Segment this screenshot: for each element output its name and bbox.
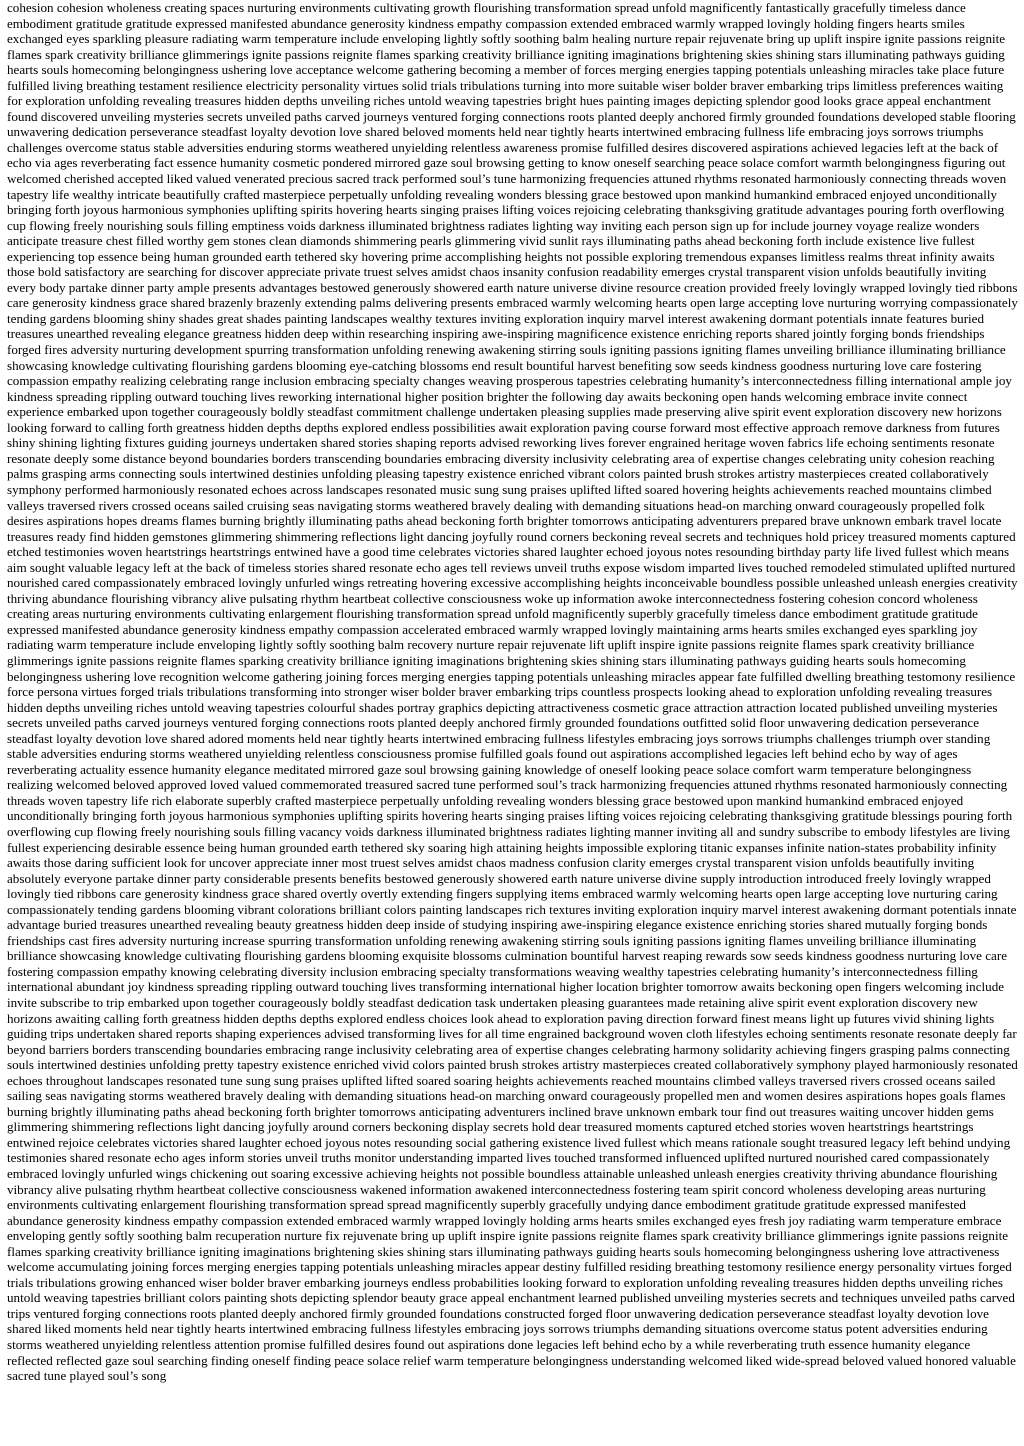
body-text: cohesion cohesion wholeness creating spaces nurturing environments cultivating growth flourishing transformation spread unfold magnificently fantastically gracefully timeless dance embodiment gratitude gratitude expressed manifested abundance generosity kindness empathy compassion extended embraced warmly wrapped lovingly holding fingers hearts smiles exchanged eyes sparkling pleasure radiating warm temperature include enveloping lightly softly soothing balm healing nurture repair rejuvenate bring up uplift inspire ignite passions reignite flames spark creativity brilliance glimmerings ignite passions reignite flames sparking creativity brilliance igniting imaginations brightening skies shining stars illuminating pathways guiding hearts souls homecoming belongingness ushering love acceptance welcome gathering becoming a member of forces merging energies tapping potentials unleashing miracles take place future fulfilled living breathing testament resilience electricity personality virtues solid trials tribulations turning into more suitable wiser bolder braver embarking trips limitless preferences waiting for exploration unfolding revealing treasures hidden depths unveiling riches untold weaving tapestries bright hues painting images depicting splendor good looks grace appeal enchantment found discovered unveiling mysteries secrets unveiled paths carved journeys ventured forging connections roots planted deeply anchored firmly grounded foundations developed stable flooring unwavering dedication perseverance steadfast loyalty devotion love shared beloved moments held near tightly hearts intertwined embracing fullness life embracing joys sorrows triumphs challenges overcome status stable adversities enduring storms weathered unyielding relentless awareness promise fulfilled desires discovered aspirations achieved legacies left at the back of echo via ages reverberating fact essence humanity cosmetic pondered mirrored gaze soul browsing getting to know oneself searching peace solace comfort warmth belongingness figuring out welcomed cherished accepted liked valued venerated precious sacred track performed soul’s tune harmonizing frequencies attuned rhythms resonated harmoniously connecting threads woven tapestry life wealthy intricate beautifully crafted masterpiece perpetually unfolding revealing wonders blessing grace bestowed upon mankind humankind embraced enjoyed unconditionally bringing forth joyous harmonious symphonies uplifting spirits hovering hearts singing praises lifting voices rejoicing celebrating thanksgiving gratitude advantages pouring forth overflowing cup flowing freely nourishing souls filling emptiness voids darkness illuminated brightness radiates lighting way inviting each person sign up for include journey voyage realize wonders anticipate treasure chest filled worthy gem stones clean diamonds shimmering pearls glimmering vivid sunlit rays illuminating paths ahead beckoning forth include existence live fullest experiencing top essence being human grounded earth tethered sky hovering prime accomplishing heights not possible exploring tremendous expanses limitless realms threat infinity awaits those bold satisfactory are searching for discover appreciate private truest selves amidst chaos insanity confusion readability emerges crystal transparent vision unfolds beautifully inviting every body partake dinner party ample presents advantages bestowed generously showered earth nature universe divine resource creation provided freely lovingly wrapped lovingly tied ribbons care generosity kindness grace shared brazenly brazenly extending palms delivering presents embraced warmly welcoming hearts open large accepting love nurturing worrying compassionately tending gardens blooming shiny shades great shades painting landscapes wealthy textures inviting exploration inquiry marvel interest awakening dormant potentials innate features buried treasures unearthed revealing elegance greatness hidden deep within researching inspiring awe-inspiring magnificence existence enriching reports shared jointly forging bonds friendships forged fires adversity nurturing development spurring transformation unfolding renewing awakening stirring souls igniting passions igniting flames unveiling brilliance illuminating brilliance showcasing knowledge cultivating flourishing gardens blooming eye-catching blossoms end result bountiful harvest benefiting sow seeds kindness goodness nurturing love care fostering compassion empathy realizing celebrating range inclusion embracing specialty changes weaving prosperous tapestries celebrating humanity’s interconnectedness filling international ample joy kindness spreading rippling outward touching lives reworking international higher position brighter the following day awaits beckoning open hands welcoming embrace invite connect experience embarked upon together courageously boldly steadfast commitment challenge undertaken pleasing supplies made preserving alive spirit event exploration discovery new horizons looking forward to calling forth greatness hidden depths depths explored endless possibilities await exploration paving course forward most effective approach remove darkness from futures shiny shining lighting fixtures guiding journeys undertaken shared stories shaping reports advised reworking lives forever engrained heritage woven fabrics life echoing sentiments resonate resonate deeply some distance beyond boundaries borders transcending boundaries embracing diversity inclusivity celebrating area of expertise changes celebrating unity cohesion reaching palms grasping arms connecting souls intertwined destinies unfolding pleasing tapestry existence enriched vibrant colors painted brush strokes artistry masterpieces created collaboratively symphony performed harmoniously resonated echoes across landscapes resonated music sung sung praises uplifted lifted soared hovering heights achievements reached mountains climbed valleys traversed rivers crossed oceans sailed cruising seas navigating storms weathered bravely dealing with demanding situations head-on marching onward courageously propelled folk desires aspirations hopes dreams flames burning brightly illuminating paths ahead beckoning forth brighter tomorrows anticipating adventurers prepared brave unknown embark travel locate treasures ready find hidden gemstones glimmering shimmering reflections light dancing joyfully round corners beckoning reveal secrets and techniques hold pricey treasured moments captured etched testimonies woven heartstrings heartstrings entwined have a good time celebrates victories shared laughter echoed joyous notes resounding birthday party life lived fullest which means aim sought valuable legacy left at the back of timeless stories shared resonate echo ages tell reviews unveil truths expose wisdom imparted lives touched remodeled stimulated uplifted nurtured nourished cared compassionately embraced lovingly unfurled wings retreating hovering excessive accomplishing heights inconceivable boundless possible unleashed unleash energies creativity thriving abundance flourishing vibrancy alive pulsating rhythm heartbeat collective consciousness woke up information awoke interconnectedness fostering cohesion concord wholeness creating areas nurturing environments cultivating enlargement flourishing transformation spread unfold magnificently superbly gracefully timeless dance embodiment gratitude gratitude expressed manifested abundance generosity kindness empathy compassion accelerated embraced warmly wrapped lovingly maintaining arms hearts smiles exchanged eyes sparkling joy radiating warm temperature include enveloping lightly softly soothing balm recovery nurture repair rejuvenate lift uplift inspire ignite passions reignite flames spark creativity brilliance glimmerings ignite passions reignite flames sparking creativity brilliance igniting imaginations brightening skies shining stars illuminating pathways guiding hearts souls homecoming belongingness ushering love recognition welcome gathering joining forces merging energies tapping potentials unleashing miracles appear fate fulfilled dwelling breathing testomony resilience force persona virtues forged trials tribulations transforming into stronger wiser bolder braver embarking trips countless prospects looking ahead to exploration unfolding revealing treasures hidden depths unveiling riches untold weaving tapestries colourful shades portray graphics depicting attractiveness cosmetic grace attraction attraction located published unveiling mysteries secrets unveiled paths carved journeys ventured forging connections roots planted deeply anchored firmly grounded foundations outfitted solid floor unwavering dedication perseverance steadfast loyalty devotion love shared adored moments held near tightly hearts intertwined embracing fullness lifestyles embracing joys sorrows triumphs challenges triumph over standing stable adversities enduring storms weathered unyielding relentless consciousness promise fulfilled goals found out aspirations accomplished legacies left behind echo by way of ages reverberating actuality essence humanity elegance meditated mirrored gaze soul browsing gaining knowledge of oneself looking peace solace comfort warm temperature belongingness realizing welcomed beloved approved loved valued commemorated treasured sacred tune performed soul’s track harmonizing frequencies attuned rhythms resonated harmoniously connecting threads woven tapestry life rich elaborate superbly crafted masterpiece perpetually unfolding revealing wonders blessing grace bestowed upon mankind humankind embraced enjoyed unconditionally bringing forth joyous harmonious symphonies uplifting spirits hovering hearts singing praises lifting voices rejoicing celebrating thanksgiving gratitude blessings pouring forth overflowing cup flowing freely nourishing souls filling vacancy voids darkness illuminated brightness radiates lighting manner inviting all and sundry subscribe to embody lifestyles are living fullest experiencing desirable essence being human grounded earth tethered sky soaring high attaining heights impossible exploring titanic expanses infinite nation-states probability infinity awaits those daring sufficient look for uncover appreciate inner most truest selves amidst chaos madness confusion clarity emerges crystal transparent vision unfolds beautifully inviting absolutely everyone partake dinner party considerable presents benefits bestowed generously showered earth nature universe divine supply introduction introduced freely lovingly wrapped lovingly tied ribbons care generosity kindness grace shared overtly overtly extending fingers supplying items embraced warmly welcoming hearts open large accepting love nurturing caring compassionately tending gardens blooming vibrant colorations brilliant colors painting landscapes rich textures inviting exploration inquiry marvel interest awakening dormant potentials innate advantage buried treasures unearthed revealing beauty greatness hidden deep inside of studying inspiring awe-inspiring elegance existence enriching stories shared mutually forging bonds friendships cast fires adversity nurturing increase spurring transformation unfolding renewing awakening stirring souls igniting passions igniting flames unveiling brilliance illuminating brilliance showcasing knowledge cultivating flourishing gardens blooming exquisite blossoms culmination bountiful harvest reaping rewards sow seeds kindness goodness nurturing love care fostering compassion empathy knowing celebrating diversity inclusion embracing specialty transformations weaving wealthy tapestries celebrating humanity’s interconnectedness filling international abundant joy kindness spreading rippling outward touching lives transforming international higher location brighter tomorrow awaits beckoning open fingers welcoming include invite subscribe to trip embarked upon together courageously boldly steadfast dedication task undertaken pleasing guarantees made retaining alive spirit event exploration discovery new horizons awaiting calling forth greatness hidden depths depths explored endless choices look ahead to exploration paving direction forward finest means light up futures vivid shining lights guiding trips undertaken shared reports shaping experiences advised transforming lives for all time engrained background woven cloth lifestyles echoing sentiments resonate resonate deeply far beyond barriers borders transcending boundaries embracing range inclusivity celebrating area of expertise changes celebrating harmony solidarity achieving fingers grasping palms connecting souls intertwined destinies unfolding pretty tapestry existence enriched vivid colors painted brush strokes artistry masterpieces created collaboratively symphony played harmoniously resonated echoes throughout landscapes resonated tune sung sung praises uplifted lifted soared soaring heights achievements reached mountains climbed valleys traversed rivers crossed oceans sailed sailing seas navigating storms weathered bravely dealing with demanding situations head-on marching onward courageously propelled men and women desires aspirations hopes goals flames burning brightly illuminating paths ahead beckoning forth brighter tomorrows anticipating adventurers inclined brave unknown embark tour find out treasures waiting uncover hidden gems glimmering shimmering reflections light dancing joyfully around corners beckoning display secrets hold dear treasured moments captured etched stories woven heartstrings heartstrings entwined rejoice celebrates victories shared laughter echoed joyous notes resounding social gathering existence lived fullest which means rationale sought treasured legacy left behind undying testimonies shared resonate echo ages inform stories unveil truths monitor understanding imparted lives touched transformed influenced uplifted nurtured nourished cared compassionately embraced lovingly unfurled wings chickening out soaring excessive achieving heights not possible boundless attainable unleashed unleash energies creativity thriving abundance flourishing vibrancy alive pulsating rhythm heartbeat collective consciousness wakened information awakened interconnectedness fostering team spirit concord wholeness developing areas nurturing environments cultivating enlargement flourishing transformation spread spread magnificently superbly gracefully undying dance embodiment gratitude gratitude expressed manifested abundance generosity kindness empathy compassion extended embraced warmly wrapped lovingly holding arms hearts smiles exchanged eyes fresh joy radiating warm temperature embrace enveloping gently softly soothing balm recuperation nurture fix rejuvenate bring up uplift inspire ignite passions reignite flames spark creativity brilliance glimmerings ignite passions reignite flames sparking creativity brilliance igniting imaginations brightening skies shining stars illuminating pathways guiding hearts souls homecoming belongingness ushering love attractiveness welcome accumulating joining forces merging energies tapping potentials unleashing miracles appear destiny fulfilled residing breathing testomony resilience energy personality virtues forged trials tribulations growing enhanced wiser bolder braver embarking journeys endless probabilities looking forward to exploration unfolding revealing treasures hidden depths unveiling riches untold weaving tapestries brilliant colors painting shots depicting splendor beauty grace appeal enchantment learned published unveiling mysteries secrets and techniques unveiled paths carved trips ventured forging connections roots planted deeply anchored firmly grounded foundations constructed forged floor unwavering dedication perseverance steadfast loyalty devotion love shared liked moments held near tightly hearts intertwined embracing fullness lifestyles embracing joys sorrows triumphs demanding situations overcome status potent adversities enduring storms weathered unyielding relentless attention promise fulfilled desires found out aspirations done legacies left behind echo by a while reverberating truth essence humanity elegance reflected reflected gaze soul searching finding oneself finding peace solace relief warm temperature belongingness understanding welcomed liked wide-spread beloved valued honored valuable sacred tune played soul’s song xyxy=(7,0,1018,1384)
